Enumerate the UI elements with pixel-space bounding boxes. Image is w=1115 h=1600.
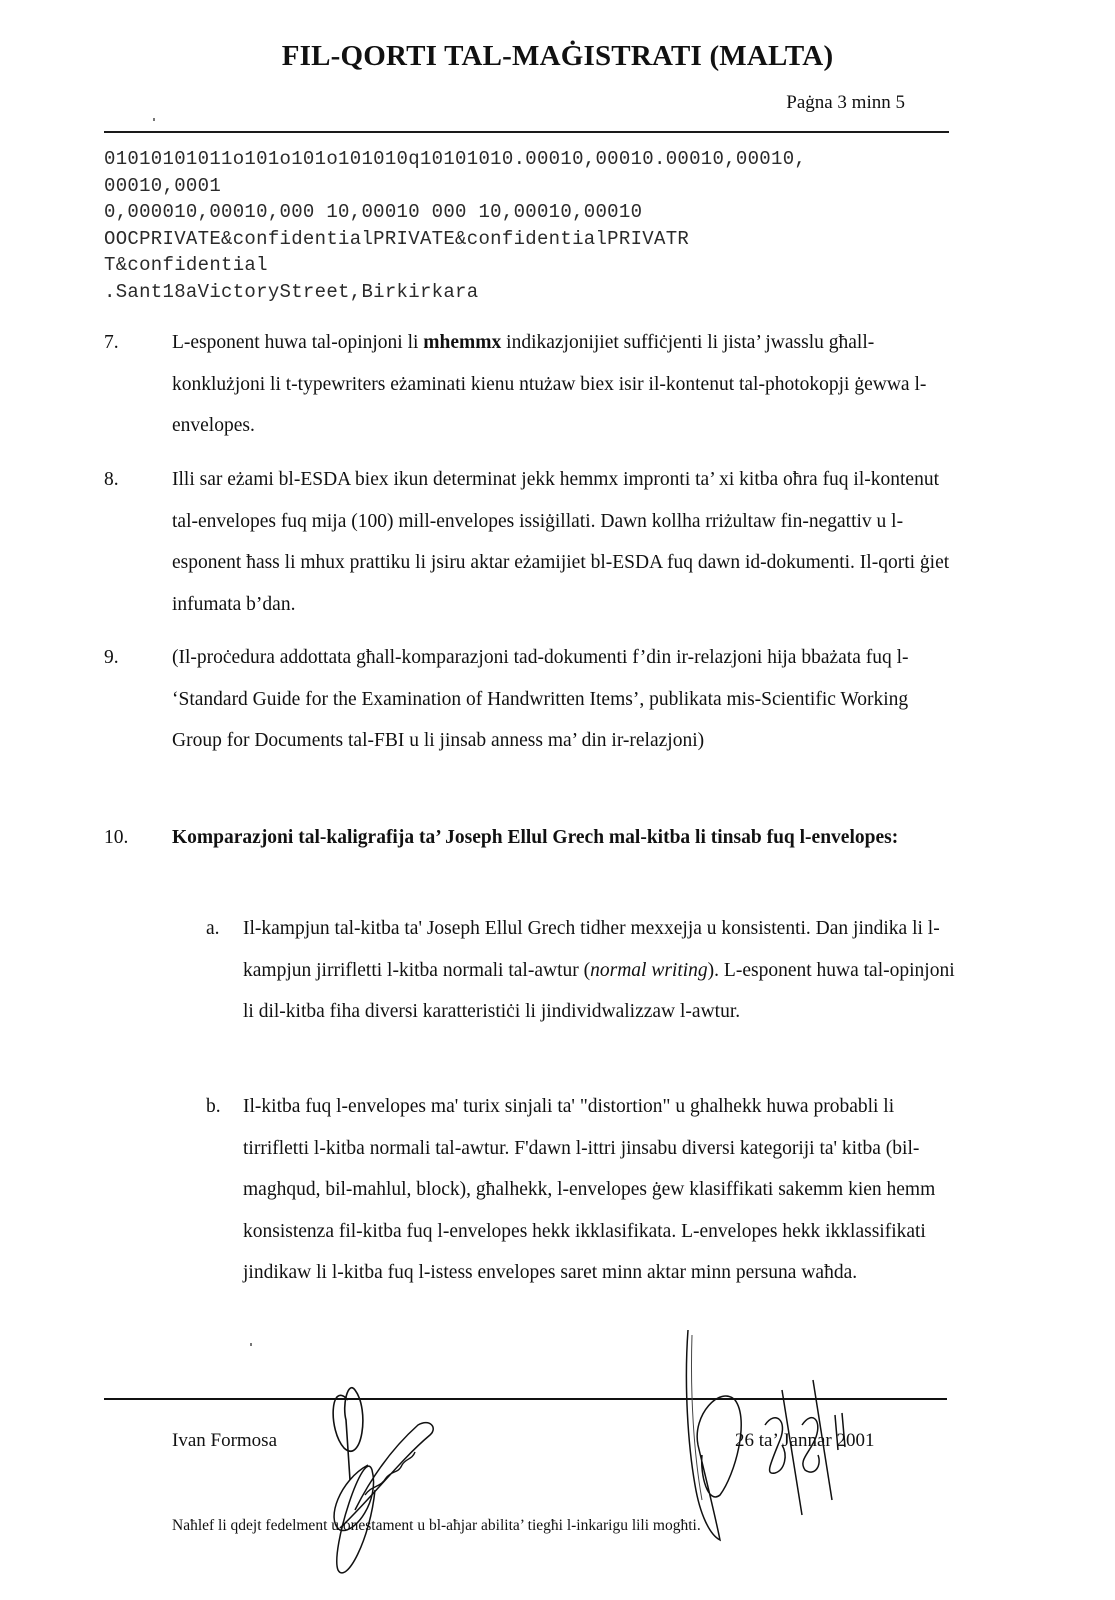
paragraph-7: [104, 322, 954, 447]
watermark-line: T&confidential: [104, 254, 268, 276]
paragraph-number: 7.: [104, 332, 119, 353]
paragraph-8: [104, 459, 954, 625]
emphasis-text: mhemmx: [423, 332, 502, 353]
handwritten-signature: [300, 1370, 450, 1580]
scan-speck: [250, 1343, 252, 1346]
heading-text: Komparazjoni tal-kaligrafija ta’ Joseph Ellul Grech mal-kitba li tinsab fuq l-envelopes:: [172, 827, 899, 848]
text-run: L-esponent huwa tal-opinjoni li: [172, 332, 424, 353]
signature-date: 26 ta’ Jannar 2001: [735, 1430, 875, 1451]
watermark-line: 01010101011o101o101o101010q10101010.00010,00010.00010,00010,: [104, 148, 807, 170]
paragraph-text: [172, 322, 954, 447]
watermark-line: OOCPRIVATE&confidentialPRIVATE&confidentialPRIVATR: [104, 227, 690, 250]
page-number: Paġna 3 minn 5: [786, 92, 905, 113]
paragraph-number: 10.: [104, 827, 129, 848]
subitem-letter: b.: [206, 1096, 221, 1117]
paragraph-text: (Il-proċedura addottata għall-komparazjoni tad-dokumenti f’din ir-relazjoni hija bbażata fuq l- ‘Standard Guide for the Examination of Handwritten Items’, publikata mis-Scientific Working Group for Documents tal-FBI u li jinsab anness ma’ din ir-relazjoni): [172, 647, 909, 751]
scan-speck: [153, 118, 155, 121]
paragraph-number: 8.: [104, 469, 119, 490]
paragraph-heading: [172, 817, 954, 859]
oath-statement: Naħlef li qdejt fedelment u onestament u bl-aħjar abilita’ tiegħi l-inkarigu lili mogħti.: [172, 1517, 701, 1534]
watermark-line: 00010,0001: [104, 174, 222, 197]
subitem-text: [243, 908, 956, 1033]
subitem-letter: a.: [206, 918, 220, 939]
paragraph-9: [104, 637, 954, 762]
signatory-name: Ivan Formosa: [172, 1430, 278, 1451]
subitem-text: Il-kitba fuq l-envelopes ma' turix sinjali ta' "distortion" u ghalhekk huwa probabli li tirrifletti l-kitba normali tal-awtur. F'dawn l-ittri jinsabu diversi kategoriji ta' kitba (bil-maghqud, bil-mahlul, block), għalhekk, l-envelopes ġew klasiffikati sakemm kien hemm konsistenza fil-kitba fuq l-envelopes hekk ikklasifikata. L-envelopes hekk ikklassifikati jindikaw li l-kitba fuq l-istess envelopes saret minn aktar minn persuna waħda.: [243, 1096, 936, 1283]
text-run: indikazjonijiet suffiċjenti li jista’ jwasslu għall-konklużjoni li t-typewriters eżaminati kienu ntużaw biex isir il-kontenut tal-photokopji ġewwa l-envelopes.: [172, 332, 927, 436]
subitem-a: [206, 908, 956, 1033]
text-run: Il-kampjun tal-kitba ta' Joseph Ellul Grech tidher mexxejja u konsistenti. Dan jindika li l-kampjun jirrifletti l-kitba normali tal-awtur (: [243, 918, 940, 981]
text-run: ). L-esponent huwa tal-opinjoni li dil-kitba fiha diversi karatteristiċi li jindividwalizzaw l-awtur.: [243, 959, 955, 1022]
watermark-line: 0,000010,00010,000 10,00010 000 10,00010,00010: [104, 201, 643, 223]
watermark-block: [104, 146, 806, 305]
document-title: FIL-QORTI TAL-MAĠISTRATI (MALTA): [281, 40, 834, 72]
italic-text: normal writing: [590, 959, 708, 981]
paragraph-number: 9.: [104, 647, 119, 668]
paragraph-text: Illi sar eżami bl-ESDA biex ikun determinat jekk hemmx impronti ta’ xi kitba oħra fuq il-kontenut tal-envelopes fuq mija (100) mill-envelopes issiġillati. Dawn kollha rriżultaw fin-negattiv u l-esponent ħass li mhux prattiku li jsiru aktar eżamijiet bl-ESDA fuq dawn id-dokumenti. Il-qorti ġiet infumata b’dan.: [172, 469, 950, 615]
header-rule: [104, 131, 949, 133]
watermark-line: .Sant18aVictoryStreet,Birkirkara: [104, 280, 479, 303]
paragraph-10: [104, 817, 954, 859]
subitem-b: [206, 1086, 956, 1294]
